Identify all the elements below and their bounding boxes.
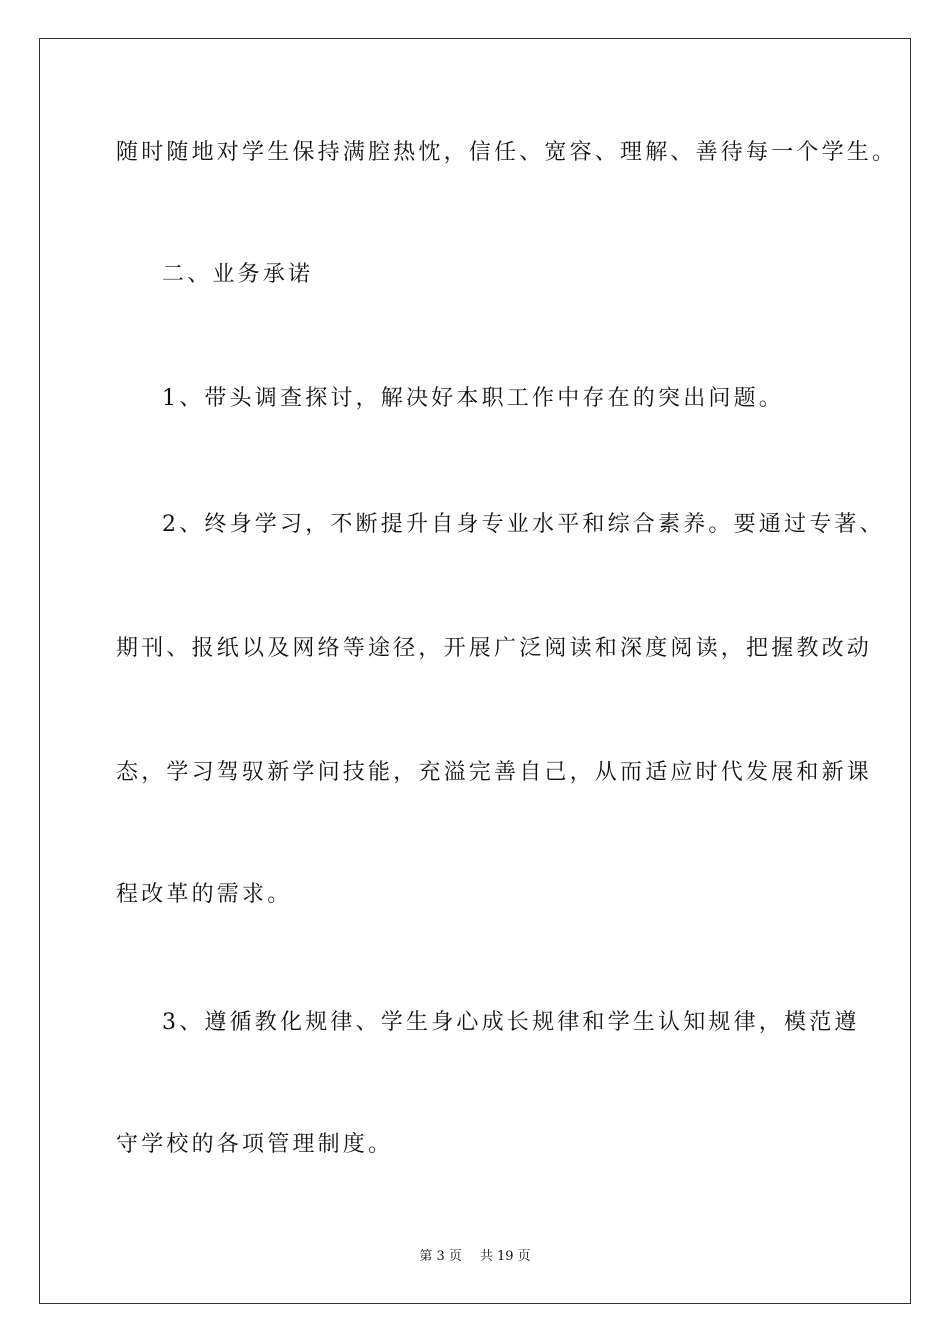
section-heading-business-commitment: 二、业务承诺 — [162, 262, 314, 287]
text-line-item-2-start: 2、终身学习，不断提升自身专业水平和综合素养。要通过专著、 — [162, 512, 885, 537]
text-line-item-2-cont-1: 期刊、报纸以及网络等途径，开展广泛阅读和深度阅读，把握教改动 — [116, 636, 873, 661]
page-number: 第 3 页 — [419, 1249, 462, 1264]
text-line-item-2-cont-2: 态，学习驾驭新学问技能，充溢完善自己，从而适应时代发展和新课 — [116, 760, 873, 785]
page-frame — [39, 38, 911, 1304]
text-line-item-1: 1、带头调查探讨，解决好本职工作中存在的突出问题。 — [162, 386, 784, 411]
text-line-item-2-cont-3: 程改革的需求。 — [116, 882, 293, 907]
page-footer — [0, 1248, 950, 1266]
page-total: 共 19 页 — [479, 1249, 531, 1264]
text-line-1: 随时随地对学生保持满腔热忱，信任、宽容、理解、善待每一个学生。 — [116, 140, 898, 165]
text-line-item-3-start: 3、遵循教化规律、学生身心成长规律和学生认知规律，模范遵 — [162, 1010, 860, 1035]
text-line-item-3-cont: 守学校的各项管理制度。 — [116, 1132, 394, 1157]
